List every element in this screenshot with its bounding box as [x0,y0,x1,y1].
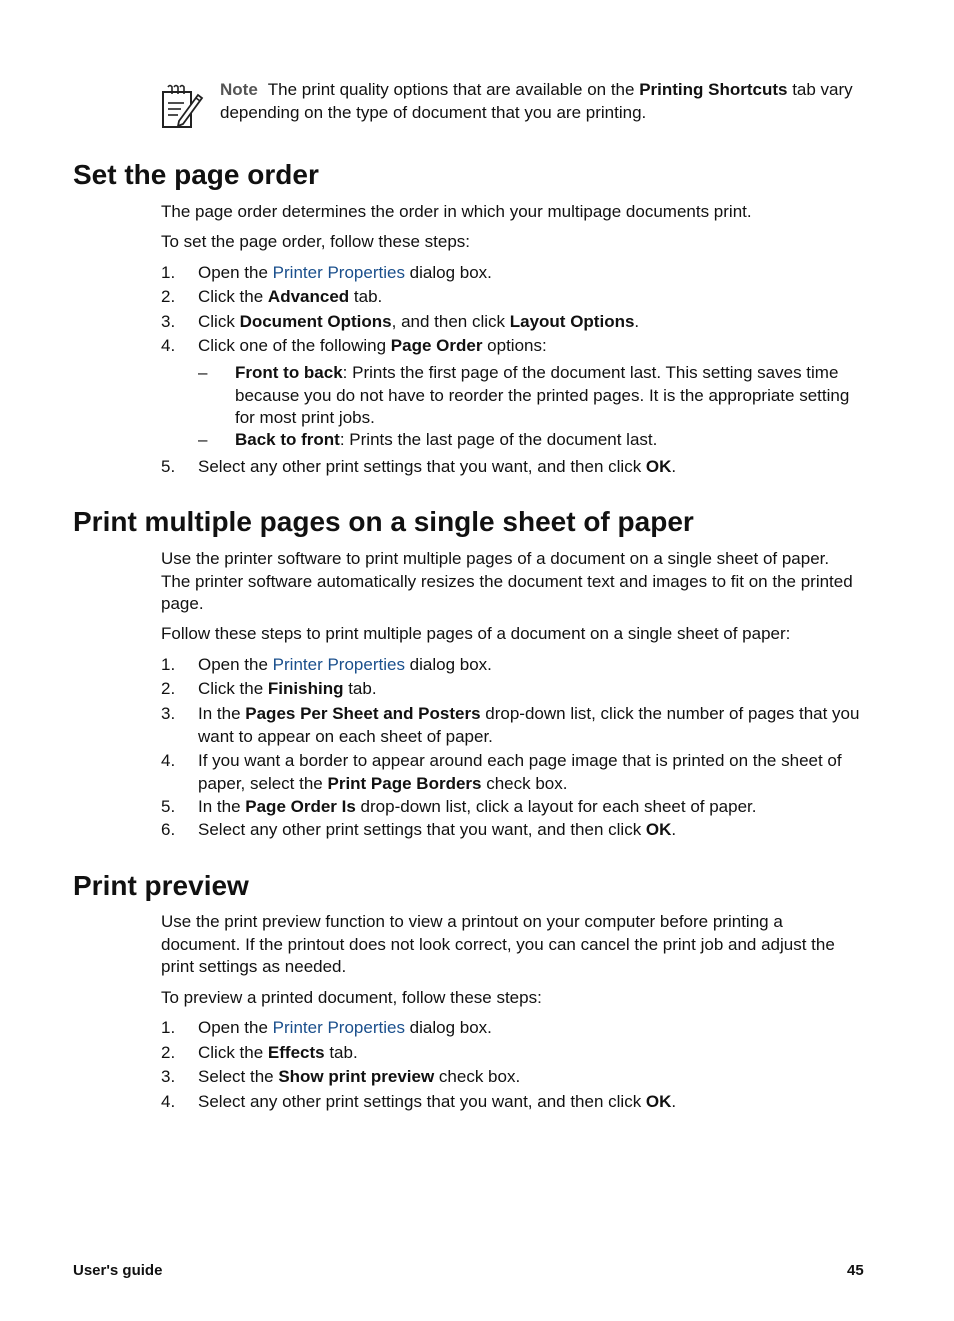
paragraph: To set the page order, follow these steps: [161,232,471,251]
heading-set-page-order: Set the page order [73,159,319,190]
note-label: Note [220,80,258,99]
paragraph: Use the printer software to print multiple pages of a document on a single sheet of paper. The printer software automatically resizes the document text and images to fit on the printed page. [161,549,853,613]
paragraph: To preview a printed document, follow these steps: [161,988,542,1007]
page-number: 45 [847,1262,864,1279]
printer-properties-link[interactable]: Printer Properties [272,1018,405,1037]
paragraph: The page order determines the order in which your multipage documents print. [161,202,752,221]
heading-print-preview: Print preview [73,870,249,901]
footer-title: User's guide [73,1262,163,1279]
printer-properties-link[interactable]: Printer Properties [272,655,405,674]
paragraph: Follow these steps to print multiple pages of a document on a single sheet of paper: [161,624,791,643]
notepad-icon [160,83,204,129]
printer-properties-link[interactable]: Printer Properties [272,263,405,282]
note-text: Note The print quality options that are available on the Printing Shortcuts tab vary depending on the type of document that you are printing. [220,80,853,122]
heading-print-multiple-pages: Print multiple pages on a single sheet of paper [73,506,694,537]
paragraph: Use the print preview function to view a printout on your computer before printing a document. If the printout does not look correct, you can cancel the print job and adjust the print settings as needed. [161,912,835,976]
